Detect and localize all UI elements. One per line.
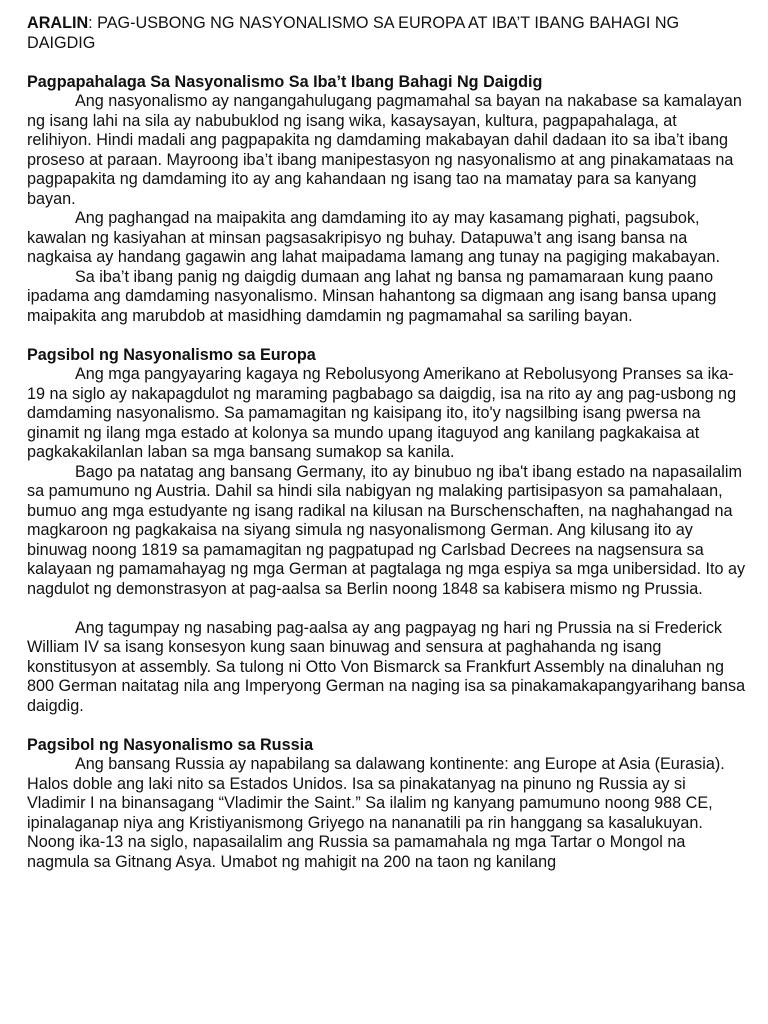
paragraph: Ang bansang Russia ay napabilang sa dalawang kontinente: ang Europe at Asia (Eurasia). Halos doble ang laki nito sa Estados Unidos. Isa sa pinakatanyag na pinuno ng Russia ay si Vladimir I na binansagang “Vladimir the Saint.” Sa ilalim ng kanyang pamumuno noong 988 CE, ipinalaganap niya ang Kristiyanismong Griyego na nananatili pa rin hanggang sa kasalukuyan.: [27, 755, 725, 832]
paragraph: Ang paghangad na maipakita ang damdaming ito ay may kasamang pighati, pagsubok, kawalan ng kasiyahan at minsan pagsasakripisyo ng buhay. Datapuwa’t ang isang bansa na nagkaisa ay handang gagawin ang lahat maipadama lamang ang tunay na pagiging makabayan.: [27, 209, 720, 266]
lesson-title-text: : PAG-USBONG NG NASYONALISMO SA EUROPA AT IBA’T IBANG BAHAGI NG DAIGDIG: [27, 14, 680, 52]
lesson-title-label: ARALIN: [27, 14, 89, 32]
paragraph: Ang mga pangyayaring kagaya ng Rebolusyong Amerikano at Rebolusyong Pranses sa ika-19 na siglo ay nakapagdulot ng maraming pagbabago sa daigdig, isa na rito ay ang pag-usbong ng damdaming nasyonalismo. Sa pamamagitan ng kaisipang ito, ito'y nagsilbing isang pwersa na ginamit ng ilang mga estado at kolonya sa mundo upang itaguyod ang kanilang pagkakaisa at pagkakakilanlan laban sa mga bansang sumakop sa kanila.: [27, 365, 737, 461]
section-heading-russia: Pagsibol ng Nasyonalismo sa Russia: [27, 735, 314, 754]
paragraph: Ang tagumpay ng nasabing pag-aalsa ay ang pagpayag ng hari ng Prussia na si Frederick William IV sa isang konsesyon kung saan binuwag and sensura at paghahanda ng isang konstitusyon at assembly. Sa tulong ni Otto Von Bismarck sa Frankfurt Assembly na dinaluhan ng 800 German naitatag nila ang Imperyong German na naging isa sa pinakamakapangyarihang bansa daigdig.: [27, 618, 746, 715]
paragraph: Sa iba’t ibang panig ng daigdig dumaan ang lahat ng bansa ng pamamaraan kung paano ipadama ang damdaming nasyonalismo. Minsan hahantong sa digmaan ang isang bansa upang maipakita ang marubdob at masidhing damdamin ng pagmamahal sa sariling bayan.: [27, 267, 717, 325]
paragraph: Ang nasyonalismo ay nangangahulugang pagmamahal sa bayan na nakabase sa kamalayan ng isang lahi na sila ay nabubuklod ng isang wika, kasaysayan, kultura, pagpapahalaga, at relihiyon. Hindi madali ang pagpapakita ng damdaming makabayan dahil dadaan ito sa iba’t ibang proseso at paraan. Mayroong iba’t ibang manipestasyon ng nasyonalismo at ang pinakamataas na pagpapakita ng damdaming ito ay ang kahandaan ng isang tao na mamatay para sa kanyang bayan.: [27, 92, 742, 208]
paragraph: Bago pa natatag ang bansang Germany, ito ay binubuo ng iba't ibang estado na napasailalim sa pamumuno ng Austria. Dahil sa hindi sila nabigyan ng malaking partisipasyon sa pamahalaan, bumuo ang mga estudyante ng isang radikal na kilusan na Burschenschaften, na naghahangad na magkaroon ng pagkakaisa na siyang simula ng nasyonalismong German. Ang kilusang ito ay binuwag noong 1819 sa pamamagitan ng pagpatupad ng Carlsbad Decrees na nagsensura sa kalayaan ng pamamahayag ng mga German at pagtalaga ng mga espiya sa mga unibersidad. Ito ay nagdulot ng demonstrasyon at pag-aalsa sa Berlin noong 1848 sa kabisera mismo ng Prussia.: [27, 462, 746, 598]
section-heading-europa: Pagsibol ng Nasyonalismo sa Europa: [27, 345, 316, 364]
paragraph: Noong ika-13 na siglo, napasailalim ang Russia sa pamamahala ng mga Tartar o Mongol na nagmula sa Gitnang Asya. Umabot ng mahigit na 200 na taon ng kanilang: [27, 833, 686, 871]
section-heading-pagpapahalaga: Pagpapahalaga Sa Nasyonalismo Sa Iba’t Ibang Bahagi Ng Daigdig: [27, 72, 543, 91]
lesson-title: [27, 14, 746, 53]
